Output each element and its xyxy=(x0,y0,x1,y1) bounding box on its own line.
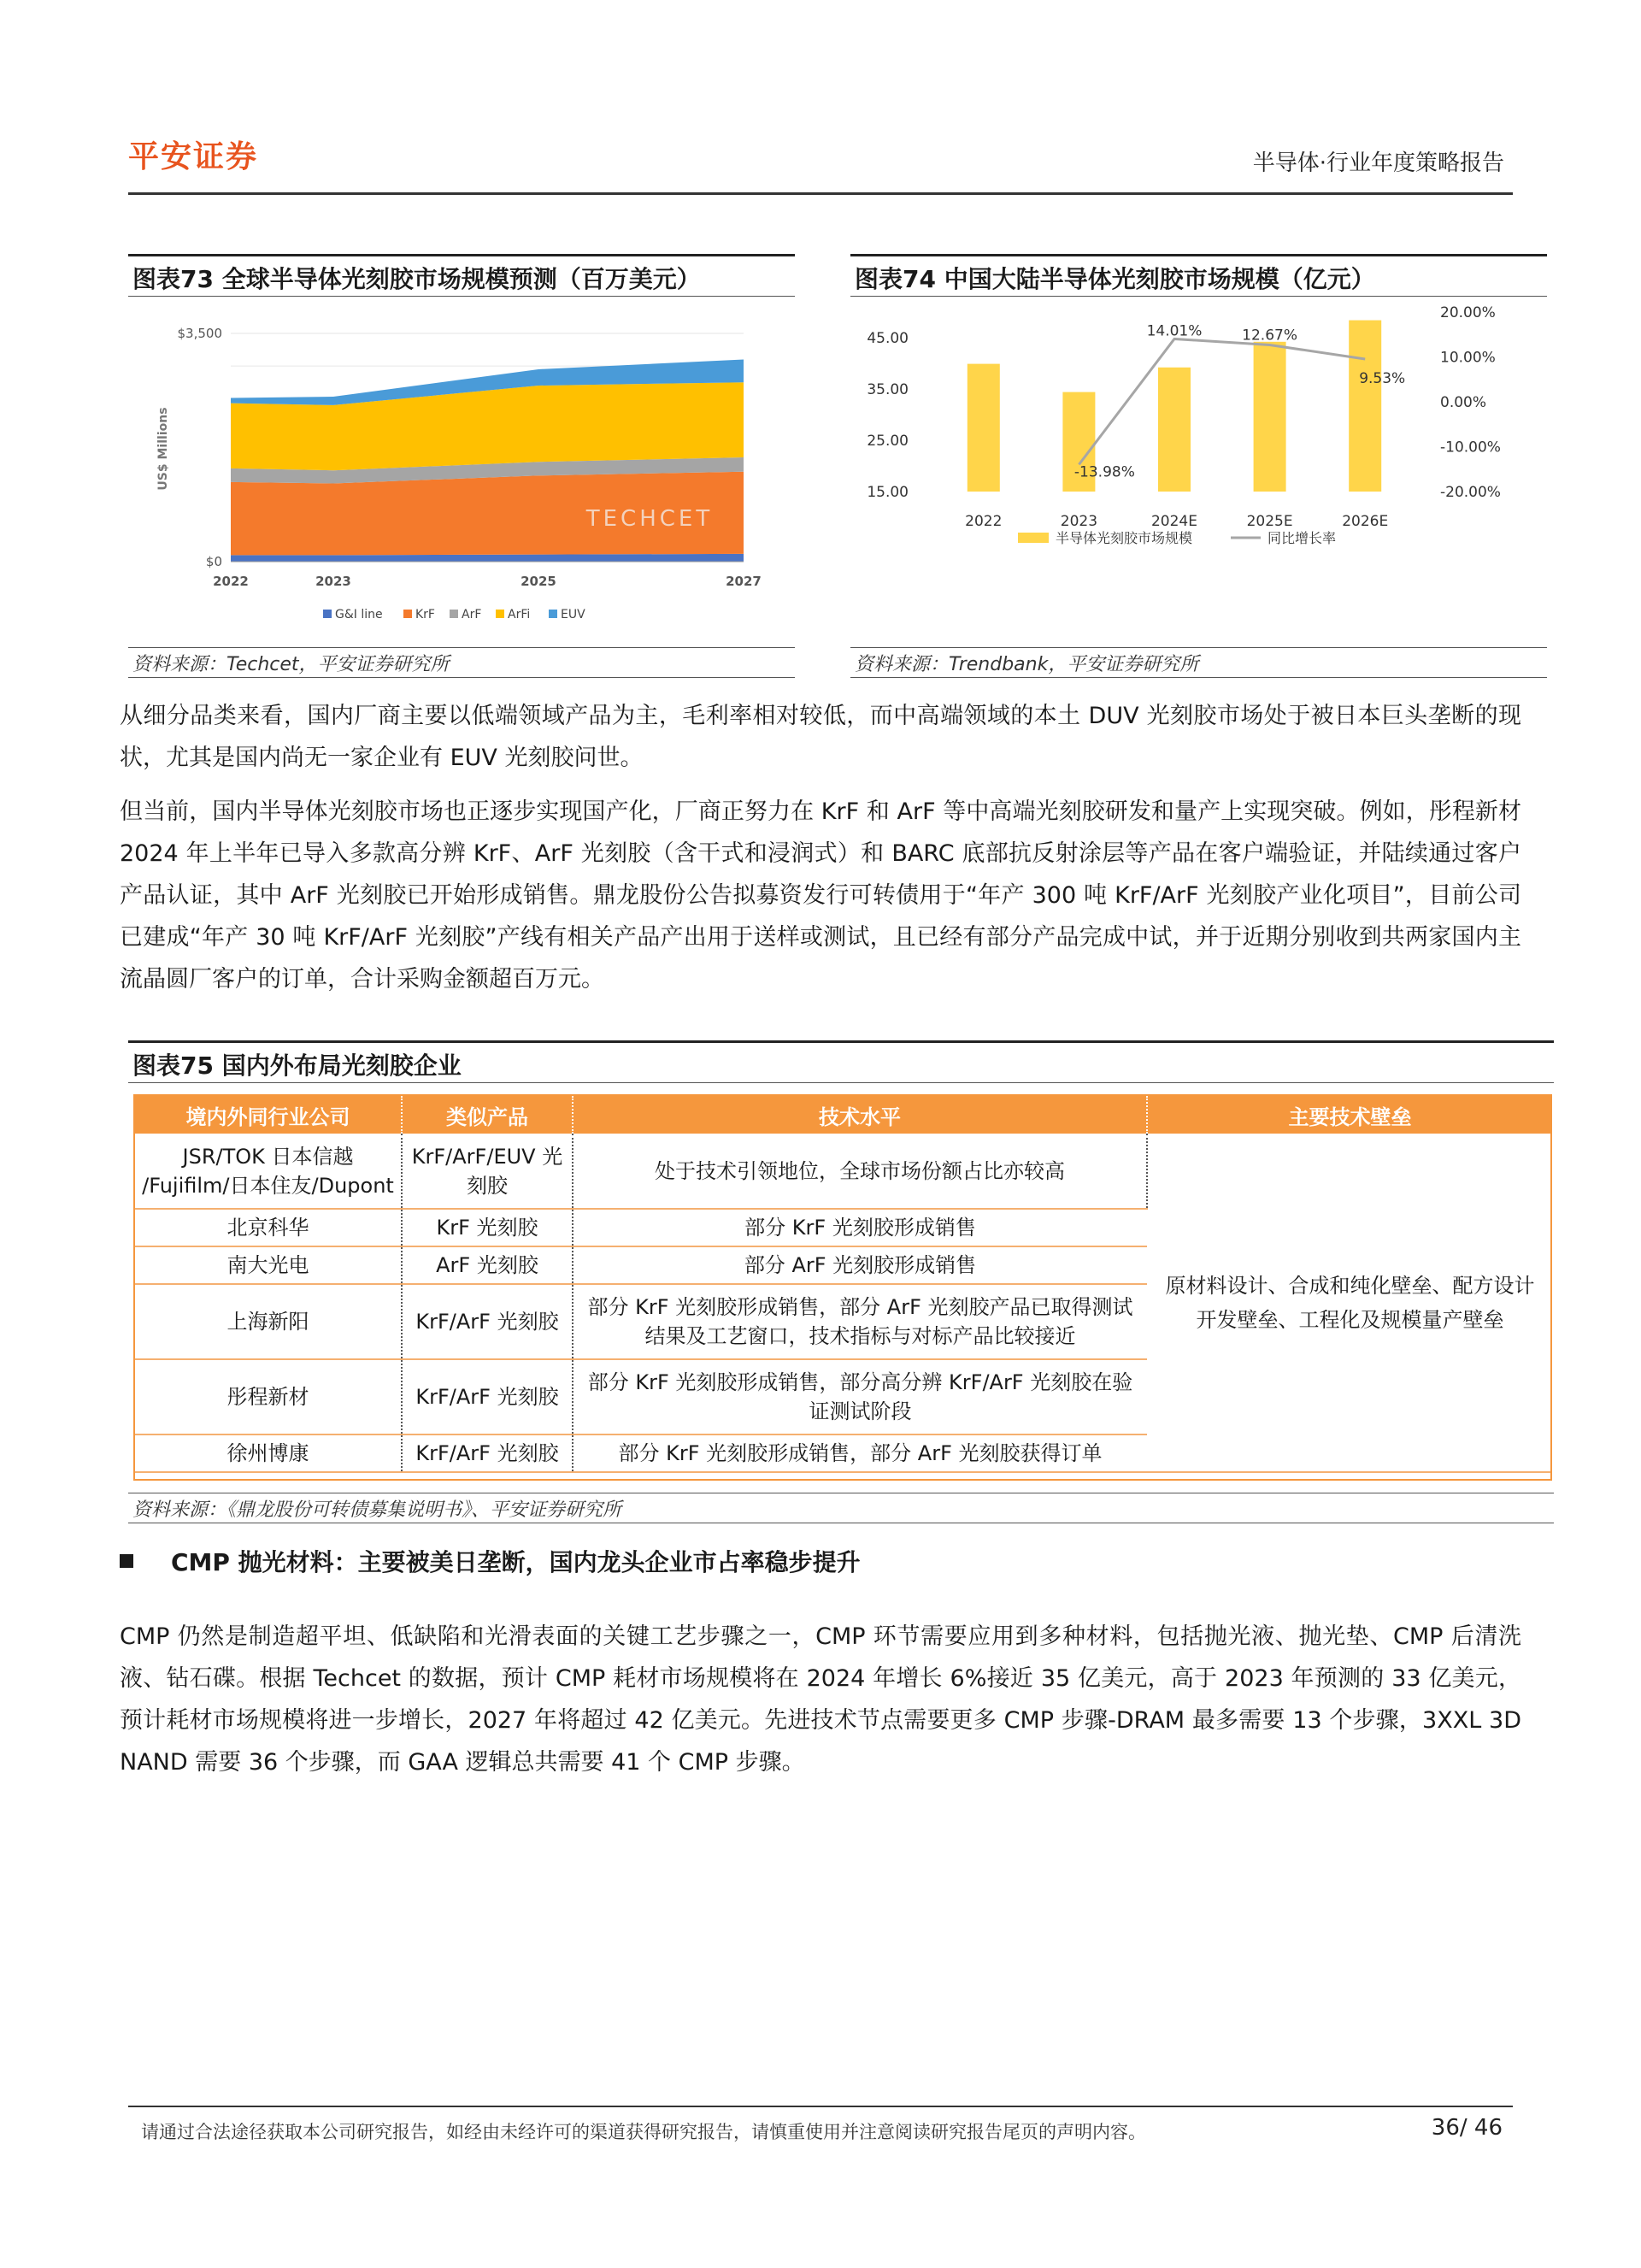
fig74-source-rule xyxy=(850,647,1547,648)
fig73-source: 资料来源：Techcet，平安证券研究所 xyxy=(132,654,450,675)
table-cell-product: KrF 光刻胶 xyxy=(402,1209,573,1246)
y-axis-label: US$ Millions xyxy=(156,407,170,491)
table-cell-tech: 部分 KrF 光刻胶形成销售 xyxy=(573,1209,1147,1246)
table-cell-tech: 部分 KrF 光刻胶形成销售，部分高分辨 KrF/ArF 光刻胶在验证测试阶段 xyxy=(573,1359,1147,1434)
section-subheading: CMP 抛光材料：主要被美日垄断，国内龙头企业市占率稳步提升 xyxy=(171,1548,861,1576)
legend-swatch xyxy=(403,610,412,618)
fig74-bottom-rule xyxy=(850,677,1547,678)
fig73-source-rule xyxy=(128,647,795,648)
fig74-chart xyxy=(850,303,1547,645)
y-left-tick-label: 45.00 xyxy=(867,330,909,347)
fig73-top-rule xyxy=(128,254,795,256)
fig74-top-rule xyxy=(850,254,1547,256)
footer-notice: 请通过合法途径获取本公司研究报告，如经由未经许可的渠道获得研究报告，请慎重使用并注意阅读研究报告尾页的声明内容。 xyxy=(141,2122,1146,2142)
growth-data-label: -13.98% xyxy=(1073,463,1135,481)
bar-2025E xyxy=(1254,342,1286,492)
table-cell-tech: 部分 ArF 光刻胶形成销售 xyxy=(573,1246,1147,1284)
fig74-legend xyxy=(1018,530,1336,546)
y-right-tick-label: -20.00% xyxy=(1440,484,1501,501)
table75-top-rule xyxy=(128,1040,1554,1043)
table-cell-product: KrF/ArF 光刻胶 xyxy=(402,1284,573,1359)
x-tick-label: 2023 xyxy=(1060,513,1098,530)
table-cell-tech: 部分 KrF 光刻胶形成销售，部分 ArF 光刻胶获得订单 xyxy=(573,1434,1147,1472)
growth-data-label: 12.67% xyxy=(1242,327,1298,345)
brand-logo: 平安证券 xyxy=(128,139,259,174)
table75-header-company: 境内外同行业公司 xyxy=(135,1096,402,1134)
bar-2024E xyxy=(1158,368,1191,492)
growth-data-label: 9.53% xyxy=(1359,369,1406,387)
table75-header-tech: 技术水平 xyxy=(573,1096,1147,1134)
legend-label: G&I line xyxy=(335,608,383,621)
area-arfi xyxy=(231,382,744,470)
page-number: 36/ 46 xyxy=(1431,2115,1503,2141)
legend-swatch xyxy=(1018,533,1049,543)
x-tick-label: 2027 xyxy=(726,574,762,589)
fig73-watermark: TECHCET xyxy=(585,506,714,532)
report-title: 半导体·行业年度策略报告 xyxy=(1252,150,1504,176)
growth-data-label: 14.01% xyxy=(1146,322,1203,340)
fig73-legend xyxy=(323,608,585,621)
bar-2026E xyxy=(1349,321,1381,492)
legend-label: ArFi xyxy=(508,608,531,621)
fig73-title: 图表73 全球半导体光刻胶市场规模预测（百万美元） xyxy=(132,265,701,293)
y-left-tick-label: 25.00 xyxy=(867,433,909,450)
paragraph-2: 但当前，国内半导体光刻胶市场也正逐步实现国产化，厂商正努力在 KrF 和 ArF 等中高端光刻胶研发和量产上实现突破。例如，彤程新材 2024 年上半年已导入多款高分辨 KrF、ArF 光刻胶（含干式和浸润式）和 BARC 底部抗反射涂层等产品在客户端验证，并陆续通过客户产品认证，其中 ArF 光刻胶已开始形成销售。鼎龙股份公告拟募资发行可转债用于“年产 300 吨 KrF/ArF 光刻胶产业化项目”，目前公司已建成“年产 30 吨 KrF/ArF 光刻胶”产线有相关产品产出用于送样或测试，且已经有部分产品完成中试，并于近期分别收到共两家国内主流晶圆厂客户的订单，合计采购金额超百万元。 xyxy=(120,798,1521,993)
table75-title: 图表75 国内外布局光刻胶企业 xyxy=(132,1052,462,1080)
fig74-title: 图表74 中国大陆半导体光刻胶市场规模（亿元） xyxy=(855,265,1375,293)
table-cell-product: ArF 光刻胶 xyxy=(402,1246,573,1284)
fig74-source: 资料来源：Trendbank，平安证券研究所 xyxy=(855,654,1199,675)
y-tick-label: $0 xyxy=(205,554,222,569)
y-right-tick-label: 10.00% xyxy=(1440,349,1496,367)
x-tick-label: 2022 xyxy=(213,574,249,589)
x-tick-label: 2022 xyxy=(965,513,1003,530)
table-cell-product: KrF/ArF 光刻胶 xyxy=(402,1434,573,1472)
x-tick-label: 2025 xyxy=(521,574,556,589)
table-cell-company: 北京科华 xyxy=(135,1209,402,1246)
x-tick-label: 2026E xyxy=(1342,513,1389,530)
legend-label: ArF xyxy=(462,608,482,621)
fig74-title-rule xyxy=(850,296,1547,297)
legend-swatch xyxy=(323,610,332,618)
table-cell-company: JSR/TOK 日本信越 /Fujifilm/日本住友/Dupont xyxy=(135,1134,402,1209)
paragraph-3: CMP 仍然是制造超平坦、低缺陷和光滑表面的关键工艺步骤之一，CMP 环节需要应用到多种材料，包括抛光液、抛光垫、CMP 后清洗液、钻石碟。根据 Techcet 的数据，预计 CMP 耗材市场规模将在 2024 年增长 6%接近 35 亿美元，高于 2023 年预测的 33 亿美元，预计耗材市场规模将进一步增长，2027 年将超过 42 亿美元。先进技术节点需要更多 CMP 步骤-DRAM 最多需要 13 个步骤，3XXL 3D NAND 需要 36 个步骤，而 GAA 逻辑总共需要 41 个 CMP 步骤。 xyxy=(120,1623,1521,1776)
table-cell-barrier: 原材料设计、合成和纯化壁垒、配方设计开发壁垒、工程化及规模量产壁垒 xyxy=(1147,1134,1552,1472)
growth-line xyxy=(1079,339,1365,464)
legend-swatch xyxy=(496,610,504,618)
legend-swatch xyxy=(450,610,458,618)
table-cell-tech: 部分 KrF 光刻胶形成销售，部分 ArF 光刻胶产品已取得测试结果及工艺窗口，技术指标与对标产品比较接近 xyxy=(573,1284,1147,1359)
table75-source: 资料来源：《鼎龙股份可转债募集说明书》、平安证券研究所 xyxy=(132,1499,622,1521)
y-right-tick-label: 20.00% xyxy=(1440,304,1496,321)
table75-header-product: 类似产品 xyxy=(402,1096,573,1134)
table-cell-company: 上海新阳 xyxy=(135,1284,402,1359)
bar-2022 xyxy=(968,364,1000,492)
table75-header-barrier: 主要技术壁垒 xyxy=(1147,1096,1552,1134)
y-tick-label: $3,500 xyxy=(177,326,222,341)
paragraph-1: 从细分品类来看，国内厂商主要以低端领域产品为主，毛利率相对较低，而中高端领域的本土 DUV 光刻胶市场处于被日本巨头垄断的现状，尤其是国内尚无一家企业有 EUV 光刻胶问世。 xyxy=(120,703,1521,771)
table-cell-company: 徐州博康 xyxy=(135,1434,402,1472)
fig73-bottom-rule xyxy=(128,677,795,678)
y-left-tick-label: 15.00 xyxy=(867,484,909,501)
table-cell-tech: 处于技术引领地位，全球市场份额占比亦较高 xyxy=(573,1134,1147,1209)
table-cell-product: KrF/ArF/EUV 光刻胶 xyxy=(402,1134,573,1209)
table-cell-company: 彤程新材 xyxy=(135,1359,402,1434)
table75-header-row xyxy=(135,1096,1552,1134)
y-left-tick-label: 35.00 xyxy=(867,381,909,398)
legend-label: 半导体光刻胶市场规模 xyxy=(1056,530,1193,546)
fig74-bars xyxy=(968,321,1381,492)
footer-divider xyxy=(128,2106,1513,2107)
x-tick-label: 2023 xyxy=(315,574,351,589)
table-cell-company: 南大光电 xyxy=(135,1246,402,1284)
header-divider xyxy=(128,192,1513,195)
legend-label: EUV xyxy=(561,608,585,621)
legend-label: KrF xyxy=(415,608,435,621)
table75-title-rule xyxy=(128,1082,1554,1083)
fig73-chart xyxy=(128,303,795,645)
y-right-tick-label: 0.00% xyxy=(1440,394,1487,411)
table-cell-product: KrF/ArF 光刻胶 xyxy=(402,1359,573,1434)
legend-label: 同比增长率 xyxy=(1268,530,1337,546)
table75 xyxy=(135,1096,1552,1473)
x-tick-label: 2024E xyxy=(1150,513,1198,530)
legend-swatch xyxy=(549,610,557,618)
x-tick-label: 2025E xyxy=(1246,513,1293,530)
fig73-title-rule xyxy=(128,296,795,297)
bullet-square-icon xyxy=(120,1554,133,1568)
y-right-tick-label: -10.00% xyxy=(1440,439,1501,457)
table-row xyxy=(135,1134,1552,1209)
